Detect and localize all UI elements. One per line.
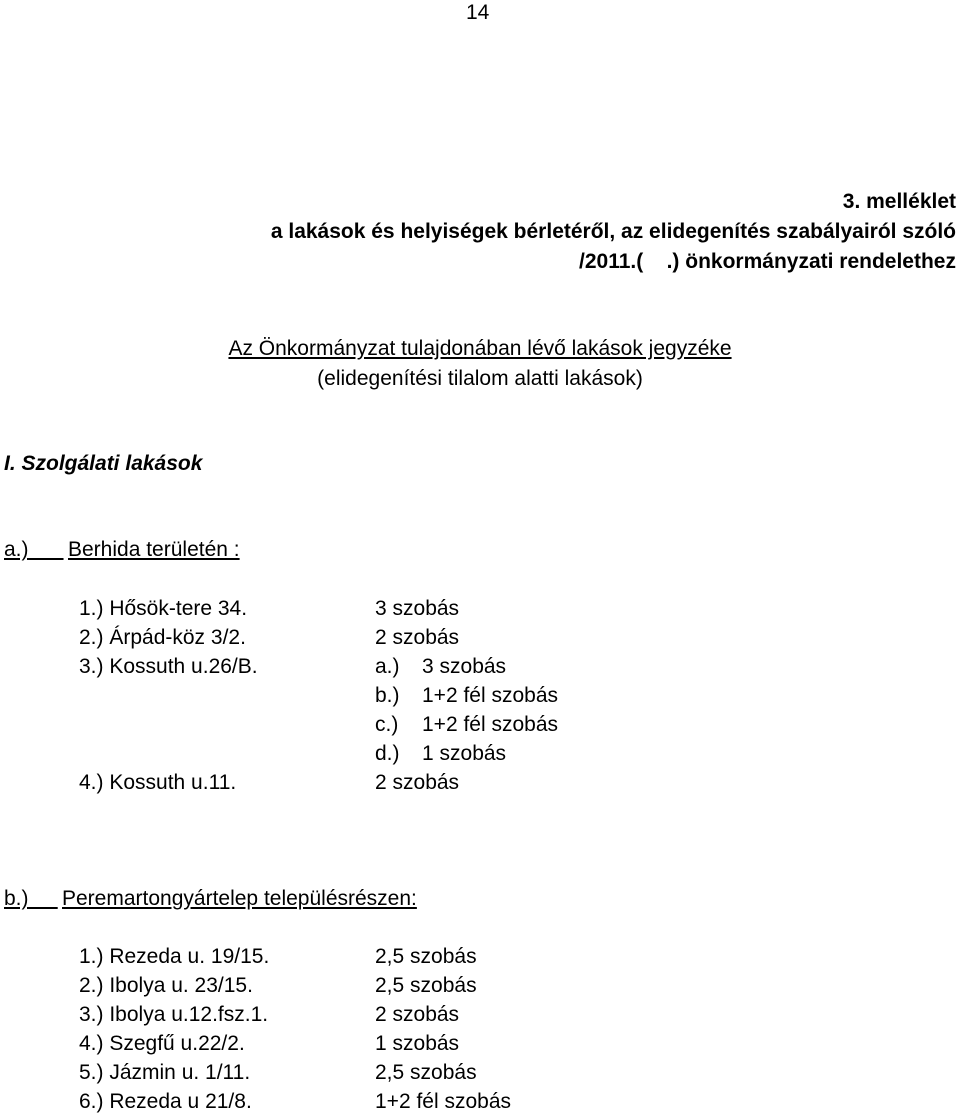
list-item-address: 4.) Kossuth u.11. bbox=[79, 771, 237, 794]
list-item-address: 1.) Hősök-tere 34. bbox=[79, 597, 248, 620]
list-item-rooms: 1 szobás bbox=[375, 1032, 460, 1055]
list-item-rooms: 2,5 szobás bbox=[375, 1061, 477, 1084]
list-item-address: 3.) Kossuth u.26/B. bbox=[79, 655, 258, 678]
list-item-address: 1.) Rezeda u. 19/15. bbox=[79, 945, 270, 968]
subsection-b-letter: b.) bbox=[4, 887, 29, 910]
regulation-number-text: /2011.( .) önkormányzati rendelethez bbox=[579, 250, 956, 273]
list-item-address: 3.) Ibolya u.12.fsz.1. bbox=[79, 1003, 269, 1026]
sub-item-rooms: 1+2 fél szobás bbox=[422, 713, 559, 736]
list-item-address: 2.) Árpád-köz 3/2. bbox=[79, 626, 246, 649]
document-title-text: Az Önkormányzat tulajdonában lévő lakások jegyzéke bbox=[228, 337, 732, 360]
subsection-a-label: Berhida területén : bbox=[68, 538, 240, 561]
sub-item-letter: b.) bbox=[375, 684, 400, 707]
document-title bbox=[0, 336, 960, 361]
list-item-rooms: 2 szobás bbox=[375, 771, 460, 794]
list-item-address: 6.) Rezeda u 21/8. bbox=[79, 1090, 252, 1113]
subsection-a-heading bbox=[4, 537, 240, 562]
list-item-address: 4.) Szegfű u.22/2. bbox=[79, 1032, 245, 1055]
subsection-b-heading bbox=[4, 886, 417, 911]
subsection-a-letter: a.) bbox=[4, 538, 29, 561]
list-item-rooms: 2 szobás bbox=[375, 1003, 460, 1026]
list-item-address: 5.) Jázmin u. 1/11. bbox=[79, 1061, 251, 1084]
sub-item-rooms: 1 szobás bbox=[422, 742, 507, 765]
sub-item-letter: d.) bbox=[375, 742, 400, 765]
list-item-address: 2.) Ibolya u. 23/15. bbox=[79, 974, 253, 997]
document-subtitle: (elidegenítési tilalom alatti lakások) bbox=[317, 367, 643, 390]
page-number: 14 bbox=[466, 1, 490, 24]
sub-item-letter: c.) bbox=[375, 713, 399, 736]
subsection-b-label: Peremartongyártelep településrészen: bbox=[62, 887, 417, 910]
section-heading: I. Szolgálati lakások bbox=[4, 452, 203, 475]
list-item-rooms: 2 szobás bbox=[375, 626, 460, 649]
regulation-title: a lakások és helyiségek bérletéről, az elidegenítés szabályairól szóló bbox=[270, 220, 956, 243]
annex-label: 3. melléklet bbox=[842, 190, 956, 213]
regulation-number bbox=[579, 249, 956, 274]
sub-item-letter: a.) bbox=[375, 655, 400, 678]
list-item-rooms: 3 szobás bbox=[375, 597, 460, 620]
list-item-rooms: 2,5 szobás bbox=[375, 974, 477, 997]
list-item-rooms: 1+2 fél szobás bbox=[375, 1090, 512, 1113]
sub-item-rooms: 1+2 fél szobás bbox=[422, 684, 559, 707]
sub-item-rooms: 3 szobás bbox=[422, 655, 507, 678]
list-item-rooms: 2,5 szobás bbox=[375, 945, 477, 968]
